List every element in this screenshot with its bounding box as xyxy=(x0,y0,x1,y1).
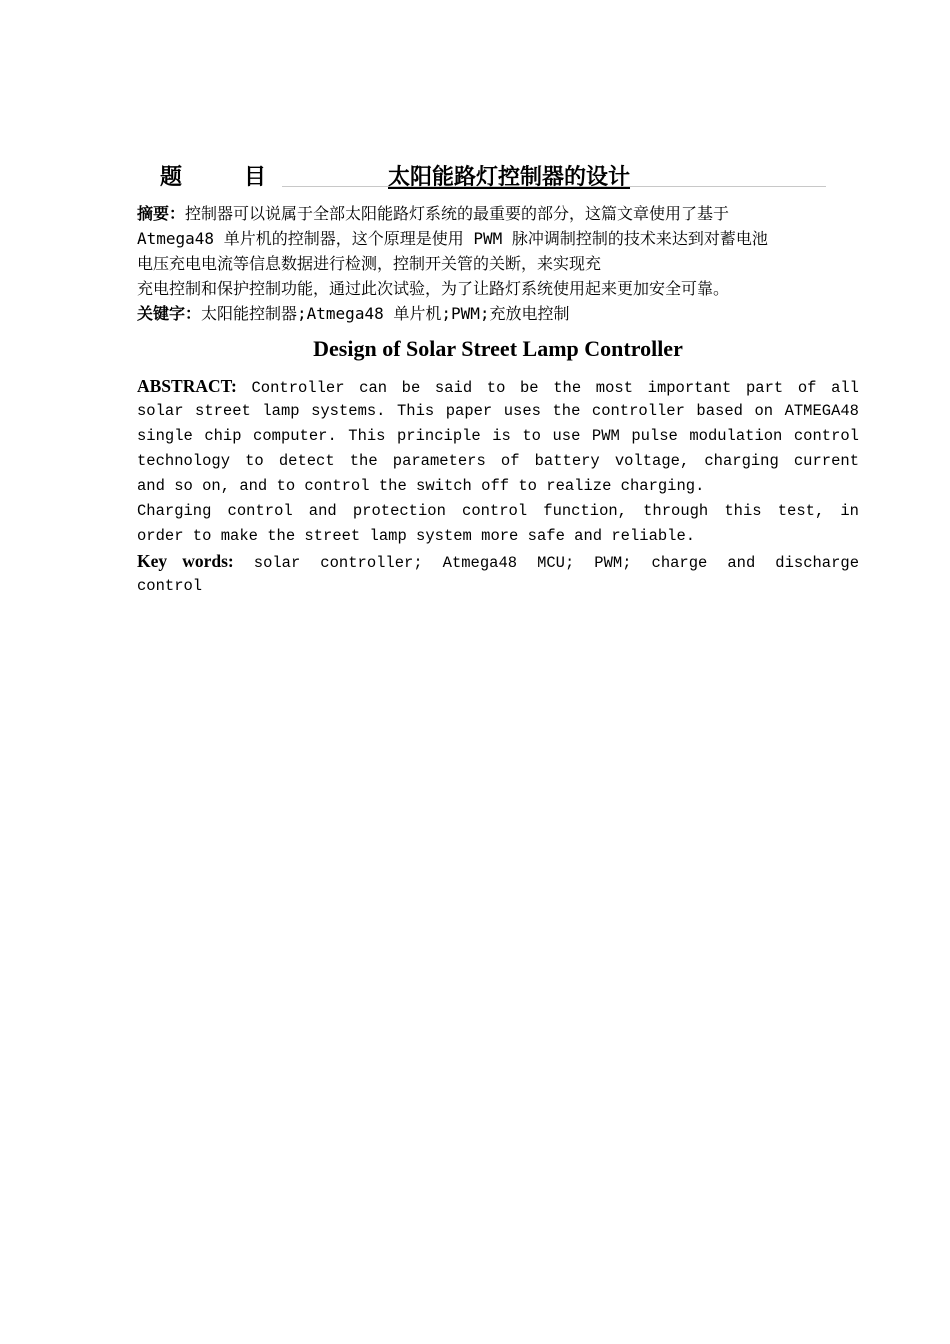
en-abstract-line: single chip computer. This principle is to use PWM pulse modulation control xyxy=(137,427,859,445)
en-abstract-line: Charging control and protection control function, through this test, in xyxy=(137,502,859,520)
thesis-title: 太阳能路灯控制器的设计 xyxy=(388,165,631,190)
cn-abstract-line: 电压充电电流等信息数据进行检测，控制开关管的关断，来实现充 xyxy=(137,254,602,273)
en-abstract-line: technology to detect the parameters of battery voltage, charging current xyxy=(137,452,859,470)
cn-abstract-line xyxy=(137,201,862,226)
title-row xyxy=(160,158,826,190)
cn-abstract-line: 充电控制和保护控制功能，通过此次试验，为了让路灯系统使用起来更加安全可靠。 xyxy=(137,279,730,298)
en-abstract-line: order to make the street lamp system more safe and reliable. xyxy=(137,527,696,545)
en-abstract-label: ABSTRACT: xyxy=(137,376,237,396)
cn-abstract-text: 控制器可以说属于全部太阳能路灯系统的最重要的部分，这篇文章使用了基于 xyxy=(185,204,730,223)
en-keywords-line: control xyxy=(137,577,203,595)
en-keywords-line xyxy=(137,549,859,574)
cn-abstract-line: Atmega48 单片机的控制器，这个原理是使用 PWM 脉冲调制控制的技术来达到对蓄电池 xyxy=(137,229,768,248)
en-abstract-line xyxy=(137,374,859,399)
en-keywords-label: Key words: xyxy=(137,551,234,571)
en-abstract-line: solar street lamp systems. This paper uses the controller based on ATMEGA48 xyxy=(137,402,859,420)
title-label-ti: 题 xyxy=(160,165,183,190)
cn-abstract-label: 摘要： xyxy=(137,204,186,223)
english-title: Design of Solar Street Lamp Controller xyxy=(313,336,683,361)
en-keywords-text: solar controller; Atmega48 MCU; PWM; charge and discharge xyxy=(253,554,859,572)
en-abstract-text: Controller can be said to be the most important part of all xyxy=(251,379,859,397)
cn-keywords-text: 太阳能控制器;Atmega48 单片机;PWM;充放电控制 xyxy=(201,304,570,323)
english-abstract xyxy=(137,374,859,599)
en-abstract-line: and so on, and to control the switch off to realize charging. xyxy=(137,477,705,495)
cn-keywords-line xyxy=(137,301,862,326)
cn-keywords-label: 关键字： xyxy=(137,304,202,323)
title-label-mu: 目 xyxy=(244,165,267,190)
chinese-abstract xyxy=(137,201,862,326)
